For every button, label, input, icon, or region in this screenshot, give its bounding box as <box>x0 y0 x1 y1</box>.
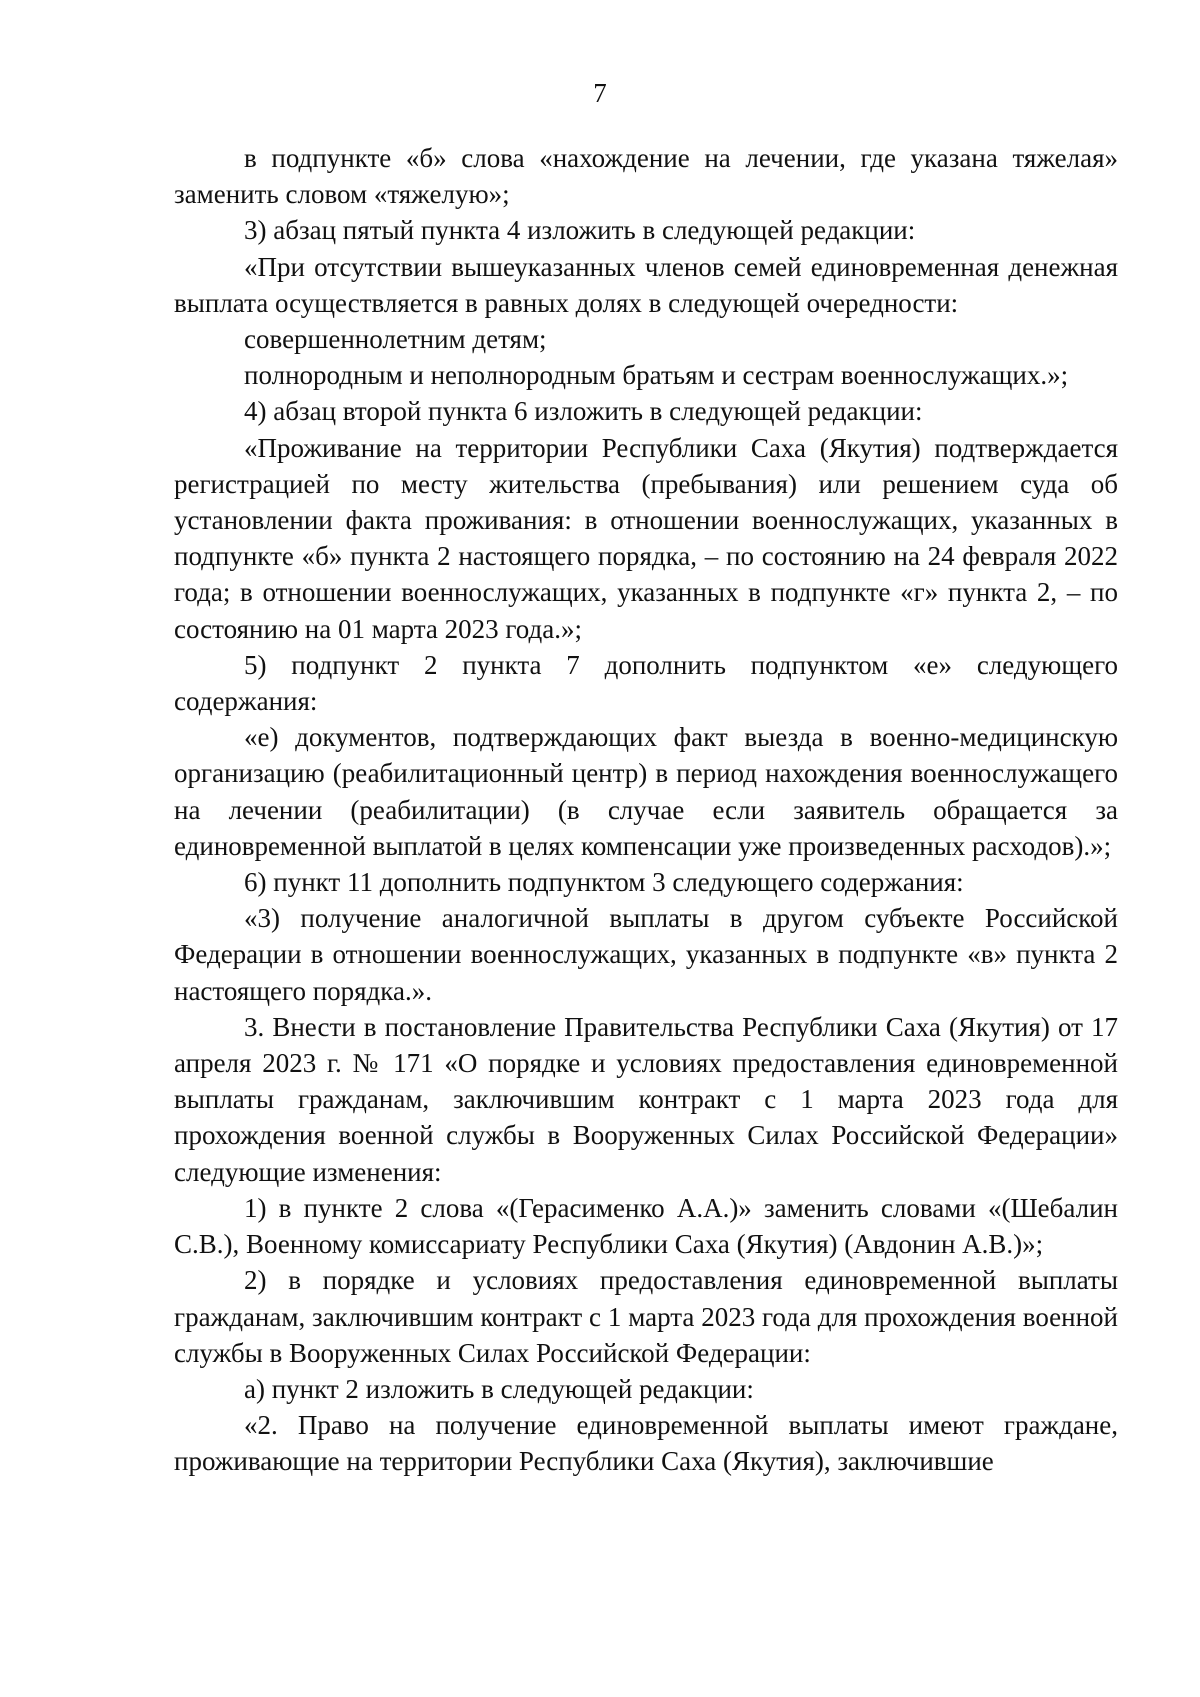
paragraph: полнородным и неполнородным братьям и сестрам военнослужащих.»; <box>244 360 1069 391</box>
paragraph: 3) абзац пятый пункта 4 изложить в следующей редакции: <box>244 215 916 246</box>
paragraph: «2. Право на получение единовременной выплаты имеют граждане, проживающие на территории Республики Саха (Якутия), заключившие <box>174 1410 1118 1477</box>
paragraph: 2) в порядке и условиях предоставления единовременной выплаты гражданам, заключившим контракт с 1 марта 2023 года для прохождения военной службы в Вооруженных Силах Российской Федерации: <box>174 1265 1118 1368</box>
paragraph: совершеннолетним детям; <box>244 324 547 355</box>
page-number: 7 <box>593 78 607 108</box>
paragraph: «3) получение аналогичной выплаты в другом субъекте Российской Федерации в отношении военнослужащих, указанных в подпункте «в» пункта 2 настоящего порядка.». <box>174 903 1118 1006</box>
document-body <box>174 140 1118 1480</box>
paragraph: «Проживание на территории Республики Саха (Якутия) подтверждается регистрацией по месту жительства (пребывания) или решением суда об установлении факта проживания: в отношении военнослужащих, указанных в подпункте «б» пункта 2 настоящего порядка, – по состоянию на 24 февраля 2022 года; в отношении военнослужащих, указанных в подпункте «г» пункта 2, – по состоянию на 01 марта 2023 года.»; <box>174 432 1118 644</box>
paragraph: в подпункте «б» слова «нахождение на лечении, где указана тяжелая» заменить словом «тяжелую»; <box>174 143 1118 210</box>
paragraph: 4) абзац второй пункта 6 изложить в следующей редакции: <box>244 396 923 427</box>
paragraph: а) пункт 2 изложить в следующей редакции: <box>244 1373 754 1404</box>
paragraph: «е) документов, подтверждающих факт выезда в военно-медицинскую организацию (реабилитационный центр) в период нахождения военнослужащего на лечении (реабилитации) (в случае если заявитель обращается за единовременной выплатой в целях компенсации уже произведенных расходов).»; <box>174 722 1118 861</box>
paragraph: «При отсутствии вышеуказанных членов семей единовременная денежная выплата осуществляется в равных долях в следующей очередности: <box>174 251 1118 318</box>
paragraph: 3. Внести в постановление Правительства Республики Саха (Якутия) от 17 апреля 2023 г. № 171 «О порядке и условиях предоставления единовременной выплаты гражданам, заключившим контракт с 1 марта 2023 года для прохождения военной службы в Вооруженных Силах Российской Федерации» следующие изменения: <box>174 1011 1118 1187</box>
paragraph: 5) подпункт 2 пункта 7 дополнить подпунктом «е» следующего содержания: <box>174 649 1118 717</box>
paragraph: 1) в пункте 2 слова «(Герасименко А.А.)» заменить словами «(Шебалин С.В.), Военному комиссариату Республики Саха (Якутия) (Авдонин А.В.)»; <box>174 1192 1118 1260</box>
paragraph: 6) пункт 11 дополнить подпунктом 3 следующего содержания: <box>244 867 964 898</box>
